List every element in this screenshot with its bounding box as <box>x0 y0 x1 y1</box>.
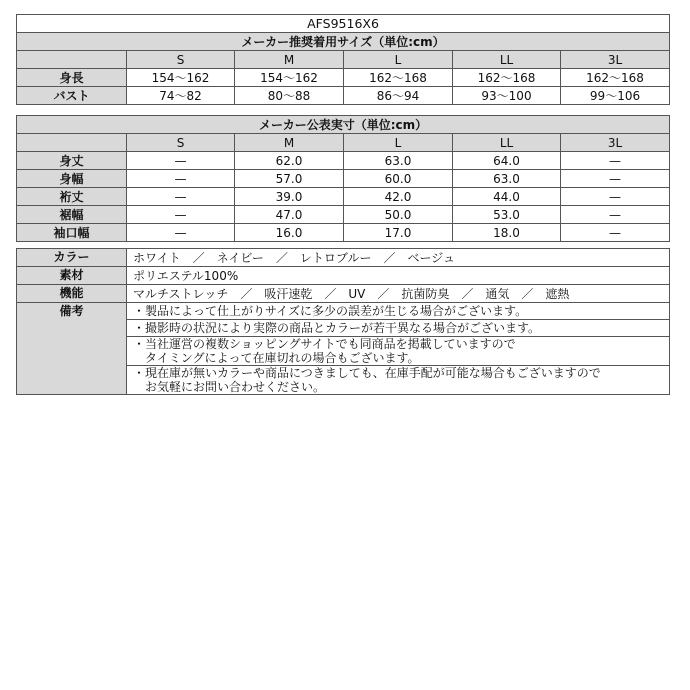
size-header: L <box>344 51 453 69</box>
table-row <box>17 188 670 206</box>
remarks-note <box>127 320 670 337</box>
table-cell: 17.0 <box>344 224 453 242</box>
empty-header-cell <box>17 134 127 152</box>
remarks-note-line: タイミングによって在庫切れの場合もございます。 <box>133 351 420 365</box>
recommended-size-title: メーカー推奨着用サイズ（単位:cm） <box>17 33 670 51</box>
size-header: L <box>344 134 453 152</box>
table-cell: 154〜162 <box>127 69 235 87</box>
table-cell: 93〜100 <box>453 87 561 105</box>
table-cell: — <box>127 170 235 188</box>
table-row <box>17 224 670 242</box>
row-label: 裾幅 <box>17 206 127 224</box>
table-cell: 42.0 <box>344 188 453 206</box>
table-cell: — <box>561 206 670 224</box>
table-cell: — <box>561 152 670 170</box>
row-label: 身幅 <box>17 170 127 188</box>
material-value: ポリエステル100% <box>127 267 670 285</box>
color-value: ホワイト ／ ネイビー ／ レトロブルー ／ ベージュ <box>127 249 670 267</box>
table-cell: 57.0 <box>235 170 344 188</box>
table-cell: 74〜82 <box>127 87 235 105</box>
table-cell: 162〜168 <box>561 69 670 87</box>
size-header: 3L <box>561 51 670 69</box>
table-cell: 80〜88 <box>235 87 344 105</box>
table-cell: — <box>561 224 670 242</box>
table-cell: — <box>127 206 235 224</box>
remarks-note <box>127 303 670 320</box>
size-header: M <box>235 134 344 152</box>
table-cell: 60.0 <box>344 170 453 188</box>
table-row <box>17 303 670 320</box>
table-cell: 39.0 <box>235 188 344 206</box>
table-cell: 63.0 <box>453 170 561 188</box>
size-header: S <box>127 51 235 69</box>
color-label: カラー <box>17 249 127 267</box>
size-header: LL <box>453 134 561 152</box>
size-header: S <box>127 134 235 152</box>
row-label: 裄丈 <box>17 188 127 206</box>
actual-size-table <box>16 115 670 242</box>
empty-header-cell <box>17 51 127 69</box>
table-cell: 162〜168 <box>453 69 561 87</box>
table-cell: 63.0 <box>344 152 453 170</box>
table-cell: 162〜168 <box>344 69 453 87</box>
size-header: M <box>235 51 344 69</box>
table-cell: 47.0 <box>235 206 344 224</box>
material-label: 素材 <box>17 267 127 285</box>
row-label: 身丈 <box>17 152 127 170</box>
table-cell: 18.0 <box>453 224 561 242</box>
actual-size-title: メーカー公表実寸（単位:cm） <box>17 116 670 134</box>
size-header: LL <box>453 51 561 69</box>
size-header-row <box>17 134 670 152</box>
remarks-note-line: ・当社運営の複数ショッピングサイトでも同商品を掲載していますので <box>133 337 516 351</box>
remarks-note-line: お気軽にお問い合わせください。 <box>133 380 326 394</box>
table-cell: 16.0 <box>235 224 344 242</box>
table-row <box>17 206 670 224</box>
table-cell: — <box>561 170 670 188</box>
function-label: 機能 <box>17 285 127 303</box>
product-details-table <box>16 248 670 395</box>
table-cell: — <box>127 152 235 170</box>
size-header-row <box>17 51 670 69</box>
table-cell: 64.0 <box>453 152 561 170</box>
table-row <box>17 152 670 170</box>
table-row <box>17 267 670 285</box>
product-code: AFS9516X6 <box>17 15 670 33</box>
remarks-note <box>127 366 670 395</box>
table-cell: 53.0 <box>453 206 561 224</box>
row-label: バスト <box>17 87 127 105</box>
remarks-note-line: ・撮影時の状況により実際の商品とカラーが若干異なる場合がございます。 <box>133 321 541 335</box>
table-cell: 50.0 <box>344 206 453 224</box>
table-cell: 62.0 <box>235 152 344 170</box>
table-row <box>17 170 670 188</box>
table-cell: — <box>127 188 235 206</box>
remarks-note <box>127 337 670 366</box>
size-header: 3L <box>561 134 670 152</box>
table-cell: — <box>127 224 235 242</box>
remarks-note-line: ・製品によって仕上がりサイズに多少の誤差が生じる場合がございます。 <box>133 304 528 318</box>
table-row <box>17 69 670 87</box>
table-cell: 99〜106 <box>561 87 670 105</box>
row-label: 袖口幅 <box>17 224 127 242</box>
remarks-label: 備考 <box>17 303 127 395</box>
table-cell: 44.0 <box>453 188 561 206</box>
table-row <box>17 285 670 303</box>
table-cell: — <box>561 188 670 206</box>
table-row <box>17 87 670 105</box>
function-value: マルチストレッチ ／ 吸汗速乾 ／ UV ／ 抗菌防臭 ／ 通気 ／ 遮熱 <box>127 285 670 303</box>
table-cell: 86〜94 <box>344 87 453 105</box>
recommended-size-table <box>16 14 670 105</box>
remarks-note-line: ・現在庫が無いカラーや商品につきましても、在庫手配が可能な場合もございますので <box>133 366 601 380</box>
table-cell: 154〜162 <box>235 69 344 87</box>
table-row <box>17 249 670 267</box>
row-label: 身長 <box>17 69 127 87</box>
